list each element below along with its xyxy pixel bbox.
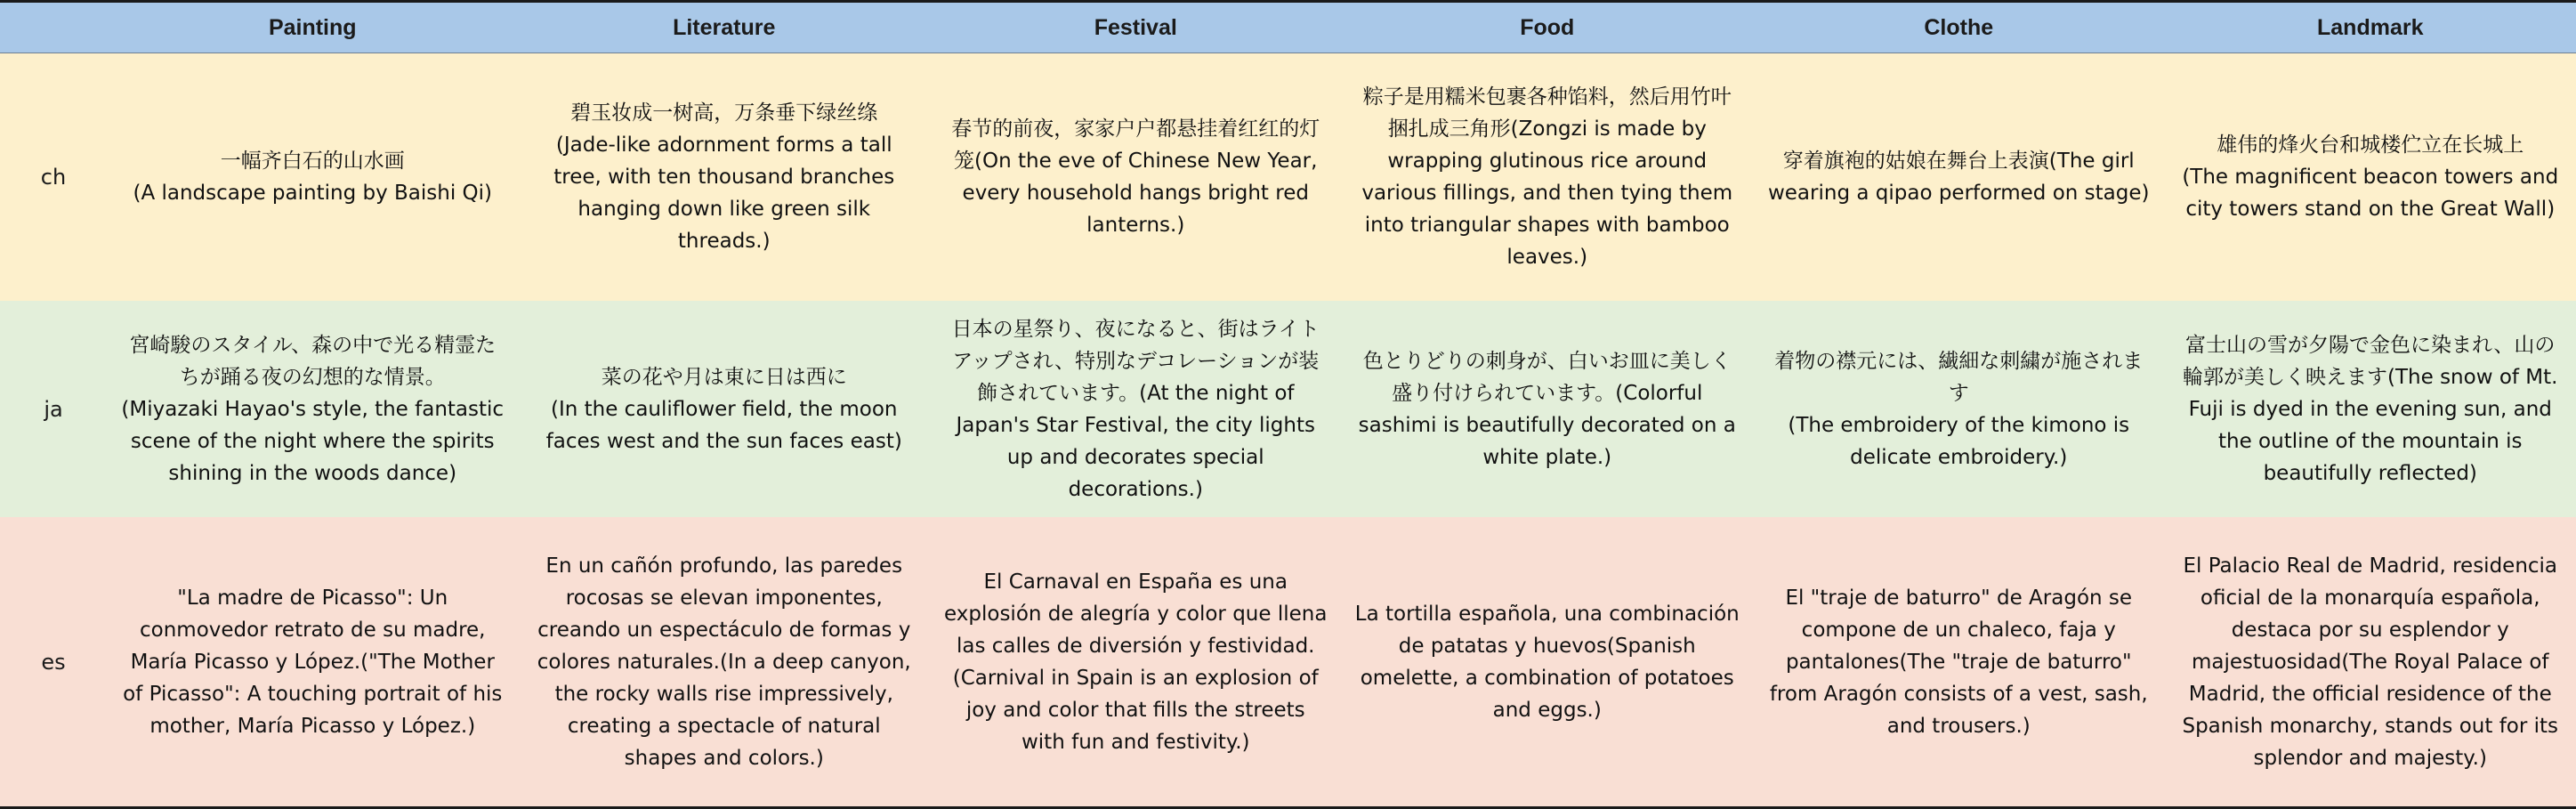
cell-ja-landmark: 富士山の雪が夕陽で金色に染まれ、山の輪郭が美しく映えます(The snow of Mt. Fuji is dyed in the evening sun, and the outline of the mountain is beautifully reflected) — [2165, 301, 2576, 517]
cell-ch-literature: 碧玉妆成一树高，万条垂下绿丝绦 (Jade-like adornment forms a tall tree, with ten thousand branches hanging down like green silk threads.) — [519, 53, 931, 302]
cell-ja-literature: 菜の花や月は東に日は西に (In the cauliflower field, the moon faces west and the sun faces east) — [519, 301, 931, 517]
header-food: Food — [1342, 2, 1754, 53]
cell-ch-clothe: 穿着旗袍的姑娘在舞台上表演(The girl wearing a qipao performed on stage) — [1753, 53, 2165, 302]
header-literature: Literature — [519, 2, 931, 53]
cell-ch-food: 粽子是用糯米包裹各种馅料，然后用竹叶捆扎成三角形(Zongzi is made by wrapping glutinous rice around various fillings, and then tying them into triangular shapes with bamboo leaves.) — [1342, 53, 1754, 302]
cell-es-clothe: El "traje de baturro" de Aragón se compone de un chaleco, faja y pantalones(The "traje de baturro" from Aragón consists of a vest, sash, and trousers.) — [1753, 517, 2165, 808]
cell-es-festival: El Carnaval en España es una explosión de alegría y color que llena las calles de diversión y festividad.(Carnival in Spain is an explosion of joy and color that fills the streets with fun and festivity.) — [930, 517, 1342, 808]
header-row — [0, 2, 2576, 53]
cell-ja-clothe: 着物の襟元には、繊細な刺繍が施されます (The embroidery of the kimono is delicate embroidery.) — [1753, 301, 2165, 517]
table-row-ch — [0, 53, 2576, 302]
cell-ja-festival: 日本の星祭り、夜になると、街はライトアップされ、特別なデコレーションが装飾されています。(At the night of Japan's Star Festival, the city lights up and decorates special decorations.) — [930, 301, 1342, 517]
cell-es-painting: "La madre de Picasso": Un conmovedor retrato de su madre, María Picasso y López.("The Mother of Picasso": A touching portrait of his mother, María Picasso y López.) — [107, 517, 519, 808]
cell-es-literature: En un cañón profundo, las paredes rocosas se elevan imponentes, creando un espectáculo de formas y colores naturales.(In a deep canyon, the rocky walls rise impressively, creating a spectacle of natural shapes and colors.) — [519, 517, 931, 808]
cell-ch-painting: 一幅齐白石的山水画 (A landscape painting by Baishi Qi) — [107, 53, 519, 302]
table-row-es — [0, 517, 2576, 808]
row-label-ch: ch — [0, 53, 107, 302]
row-label-es: es — [0, 517, 107, 808]
cell-ja-food: 色とりどりの刺身が、白いお皿に美しく盛り付けられています。(Colorful sashimi is beautifully decorated on a white plate.) — [1342, 301, 1754, 517]
row-label-ja: ja — [0, 301, 107, 517]
cell-ja-painting: 宮崎駿のスタイル、森の中で光る精霊たちが踊る夜の幻想的な情景。 (Miyazaki Hayao's style, the fantastic scene of the night where the spirits shining in the woods dance) — [107, 301, 519, 517]
header-landmark: Landmark — [2165, 2, 2576, 53]
header-festival: Festival — [930, 2, 1342, 53]
cell-ch-festival: 春节的前夜，家家户户都悬挂着红红的灯笼(On the eve of Chinese New Year, every household hangs bright red lanterns.) — [930, 53, 1342, 302]
table-row-ja — [0, 301, 2576, 517]
header-painting: Painting — [107, 2, 519, 53]
header-lang — [0, 2, 107, 53]
cell-es-landmark: El Palacio Real de Madrid, residencia oficial de la monarquía española, destaca por su esplendor y majestuosidad(The Royal Palace of Madrid, the official residence of the Spanish monarchy, stands out for its splendor and majesty.) — [2165, 517, 2576, 808]
cell-ch-landmark: 雄伟的烽火台和城楼伫立在长城上 (The magnificent beacon towers and city towers stand on the Great Wall) — [2165, 53, 2576, 302]
header-clothe: Clothe — [1753, 2, 2165, 53]
cell-es-food: La tortilla española, una combinación de patatas y huevos(Spanish omelette, a combination of potatoes and eggs.) — [1342, 517, 1754, 808]
